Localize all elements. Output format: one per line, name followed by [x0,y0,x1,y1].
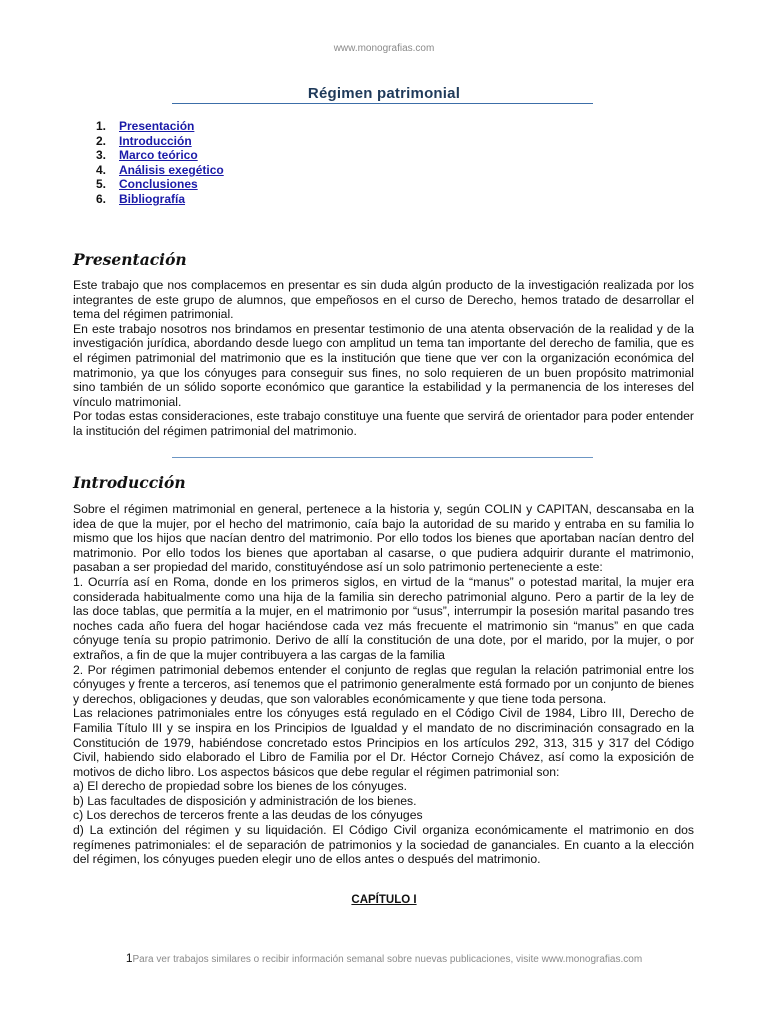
toc-link-bibliografia[interactable]: Bibliografía [119,191,186,206]
paragraph: 2. Por régimen patrimonial debemos entender el conjunto de reglas que regulan la relación patrimonial entre los cónyuges y frente a terceros, así tenemos que el patrimonio generalmente está formado por un conjunto de bienes y derechos, obligaciones y deudas, que son valorables económicamente y que tiene toda persona. [73,662,694,706]
toc-link-conclusiones[interactable]: Conclusiones [119,177,198,192]
toc-item [96,148,224,163]
page-footer [0,951,768,965]
paragraph: 1. Ocurría así en Roma, donde en los primeros siglos, en virtud de la “manus” o potestad marital, la mujer era considerada habitualmente como una hija de la familia sin derecho patrimonial alguno. Pero a partir de la ley de las doce tablas, que permitía a la mujer, en el matrimonio por “usus”, interrumpir la posesión marital pasando tres noches cada año fuera del hogar haciéndose cada vez más frecuente el matrimonio sin “manus” en que cada cónyuge tenía su propio patrimonio. Derivo de allí la constitución de una dote, por el marido, por la mujer, o por extraños, a fin de que la mujer contribuyera a las cargas de la familia [73,574,694,662]
paragraph: En este trabajo nosotros nos brindamos en presentar testimonio de una atenta observación de la realidad y de la investigación jurídica, abordando desde luego con amplitud un tema tan importante del derecho de familia, que es el régimen patrimonial del matrimonio que es la institución que tiene que ver con la organización económica del matrimonio, ya que los cónyuges para conseguir sus fines, no solo requieren de un buen propósito matrimonial sino también de un sólido soporte económico que garantice la estabilidad y la permanencia de los intereses del vínculo matrimonial. [73,321,694,409]
toc-number: 1. [96,119,107,133]
toc-item [96,192,224,207]
list-item: a) El derecho de propiedad sobre los bienes de los cónyuges. [73,779,408,794]
footer-text: Para ver trabajos similares o recibir información semanal sobre nuevas publicaciones, visite www.monografias.com [132,954,643,965]
toc-link-introduccion[interactable]: Introducción [119,133,192,148]
paragraph: Las relaciones patrimoniales entre los cónyuges está regulado en el Código Civil de 1984, Libro III, Derecho de Familia Título III y se inspira en los Principios de Igualdad y el mandato de no discriminación consagrado en la Constitución de 1979, habiéndose concretado estos Principios en los artículos 292, 313, 315 y 317 del Código Civil, habiendo sido elaborado el Libro de Familia por el Dr. Héctor Cornejo Chávez, así como la exposición de motivos de dicho libro. Los aspectos básicos que debe regular el régimen patrimonial son: [73,706,694,779]
toc-number: 4. [96,162,107,177]
list-item: b) Las facultades de disposición y administración de los bienes. [73,793,417,808]
toc-link-analisis-exegetico[interactable]: Análisis exegético [119,162,224,177]
page-number: 1 [125,951,133,965]
toc-number: 3. [96,148,107,163]
section-divider [172,457,593,458]
toc-link-marco-teorico[interactable]: Marco teórico [119,148,198,163]
chapter-heading: CAPÍTULO I [351,894,417,906]
section-heading-introduccion: Introducción [73,473,186,492]
page-title: Régimen patrimonial [307,85,461,102]
table-of-contents [96,119,224,207]
paragraph: Por todas estas consideraciones, este trabajo constituye una fuente que servirá de orientador para poder entender la institución del régimen patrimonial del matrimonio. [73,409,694,438]
section-heading-presentacion: Presentación [73,250,187,269]
toc-number: 2. [96,133,107,148]
toc-item [96,119,224,134]
toc-number: 6. [96,191,107,206]
toc-item [96,134,224,149]
toc-item [96,177,224,192]
header-url: www.monografias.com [333,43,435,54]
presentacion-body [73,278,694,439]
toc-item [96,163,224,178]
toc-link-presentacion[interactable]: Presentación [119,119,195,133]
paragraph: Sobre el régimen matrimonial en general, pertenece a la historia y, según COLIN y CAPITAN, descansaba en la idea de que la mujer, por el hecho del matrimonio, caía bajo la autoridad de su marido y entraba en su familia lo mismo que los hijos que nacían dentro del matrimonio. Por ello todos los bienes que aportaban nacían dentro del matrimonio. Por ello todos los bienes que aportaban al casarse, o que pudiera adquirir durante el matrimonio, pasaban a ser propiedad del marido, constituyéndose así un solo patrimonio perteneciente a este: [73,502,694,575]
paragraph: Este trabajo que nos complacemos en presentar es sin duda algún producto de la investigación realizada por los integrantes de este grupo de alumnos, que empeñosos en el curso de Derecho, hemos tratado de desarrollar el tema del régimen patrimonial. [73,278,694,322]
introduccion-body [73,502,694,867]
title-underline [172,103,593,104]
list-item: d) La extinción del régimen y su liquidación. El Código Civil organiza económicamente el matrimonio en dos regímenes patrimoniales: el de separación de patrimonios y la sociedad de gananciales. En cuanto a la elección del régimen, los cónyuges pueden elegir uno de ellos antes o después del matrimonio. [73,823,694,867]
toc-number: 5. [96,177,107,192]
list-item: c) Los derechos de terceros frente a las deudas de los cónyuges [73,808,423,823]
